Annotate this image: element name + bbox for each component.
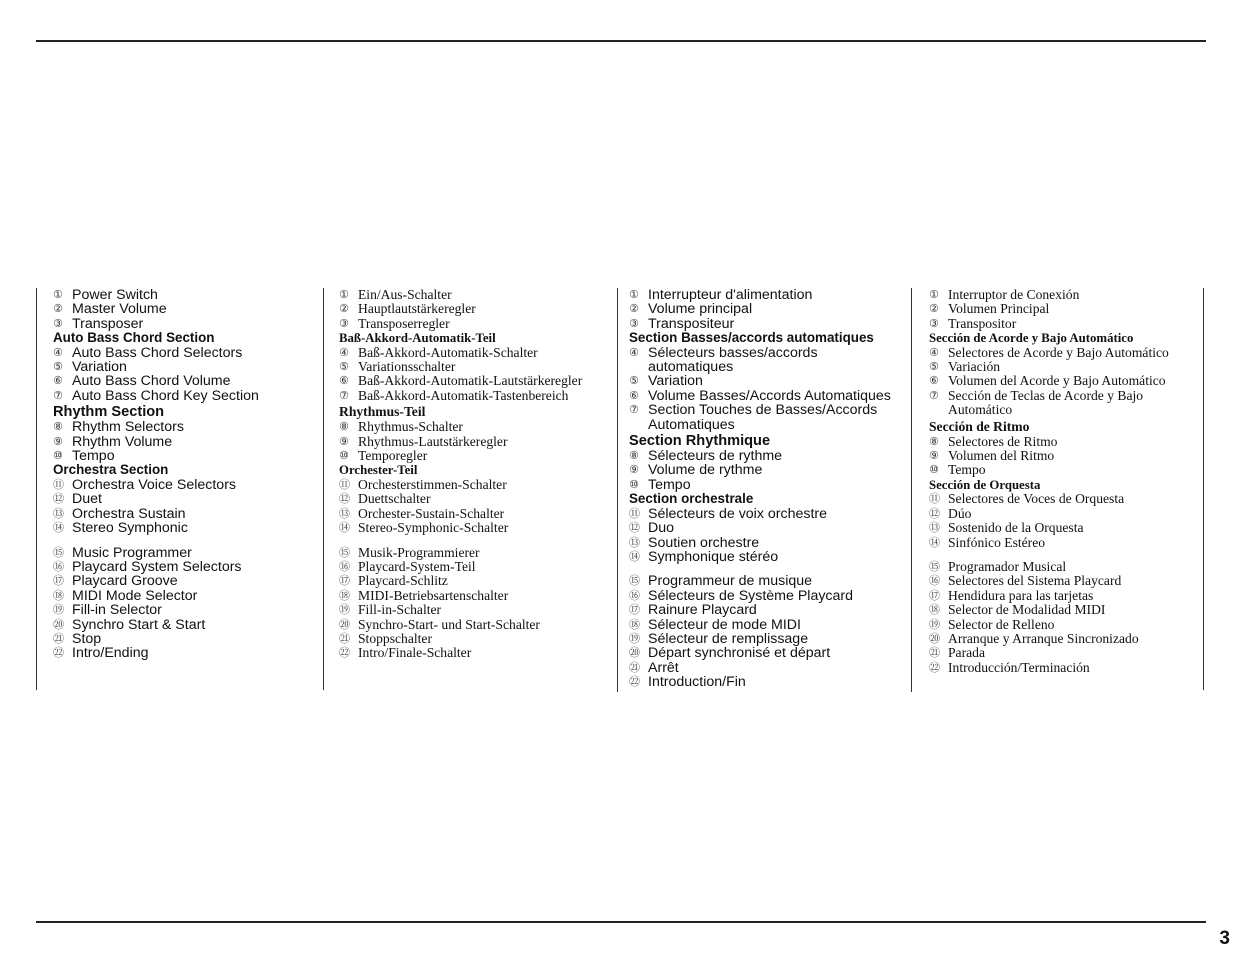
item-label: Transpositor xyxy=(948,315,1017,331)
list-item xyxy=(53,302,318,316)
list-item xyxy=(339,603,614,617)
item-label: Selector de Relleno xyxy=(948,616,1055,632)
list-item xyxy=(53,360,318,374)
item-number: ⑰ xyxy=(339,574,350,588)
item-label: Départ synchronisé et départ xyxy=(648,645,831,662)
list-item xyxy=(929,492,1201,506)
item-label: Orchester-Sustain-Schalter xyxy=(358,505,505,521)
item-number: ⑲ xyxy=(929,617,940,631)
item-number: ② xyxy=(53,302,63,316)
item-label: Tempo xyxy=(72,448,115,465)
item-number: ⑨ xyxy=(339,434,349,448)
item-label: Synchro Start & Start xyxy=(72,616,206,633)
item-number: ⑯ xyxy=(629,588,640,602)
list-item xyxy=(929,302,1201,316)
item-number: ⑯ xyxy=(53,559,64,573)
item-number: ⑪ xyxy=(629,506,640,520)
item-number: ④ xyxy=(53,345,63,359)
list-item xyxy=(53,618,318,632)
item-number: ⑧ xyxy=(929,434,939,448)
list-item xyxy=(339,589,614,603)
item-number: ⑦ xyxy=(629,403,639,417)
list-item xyxy=(929,661,1201,675)
list-item xyxy=(53,603,318,617)
list-item xyxy=(339,317,614,331)
item-number: ⑤ xyxy=(339,360,349,374)
item-label: Programador Musical xyxy=(948,558,1067,574)
list-item xyxy=(339,374,614,388)
list-item xyxy=(929,435,1201,449)
item-label: Tempo xyxy=(648,476,691,493)
item-number: ⑮ xyxy=(53,545,64,559)
item-number: ⑳ xyxy=(53,617,64,631)
list-item xyxy=(53,288,318,302)
section-heading: Orchestra Section xyxy=(53,462,169,478)
list-item xyxy=(339,646,614,660)
item-number: ⑯ xyxy=(929,574,940,588)
item-label: Intro/Finale-Schalter xyxy=(358,645,472,661)
section-heading: Sección de Orquesta xyxy=(929,477,1041,492)
item-label: Rhythmus-Lautstärkeregler xyxy=(358,433,508,449)
item-label: Sélecteur de remplissage xyxy=(648,630,809,647)
item-number: ㉑ xyxy=(929,646,940,660)
item-number: ⑥ xyxy=(929,374,939,388)
item-number: ③ xyxy=(53,316,63,330)
item-number: ⑧ xyxy=(339,420,349,434)
item-label: Music Programmer xyxy=(72,544,192,561)
top-rule xyxy=(36,40,1206,42)
item-label: Hauptlautstärkeregler xyxy=(358,301,476,317)
item-label: Selectores de Acorde y Bajo Automático xyxy=(948,344,1169,360)
item-label: Stoppschalter xyxy=(358,630,432,646)
item-number: ⑩ xyxy=(929,463,939,477)
item-number: ⑰ xyxy=(929,588,940,602)
item-label: Playcard System Selectors xyxy=(72,558,242,575)
item-number: ⑱ xyxy=(53,588,64,602)
item-label: Sélecteurs basses/accords xyxy=(648,344,818,361)
list-item xyxy=(629,288,909,302)
item-label: Duo xyxy=(648,520,675,537)
item-number: ① xyxy=(629,288,639,301)
column-divider xyxy=(617,288,618,692)
list-item xyxy=(629,574,909,588)
item-number: ㉑ xyxy=(339,631,350,645)
item-label: Sélecteurs de rythme xyxy=(648,448,783,465)
list-item xyxy=(929,618,1201,632)
item-label: Playcard-System-Teil xyxy=(358,558,476,574)
item-number: ⑦ xyxy=(53,388,63,402)
column-divider xyxy=(911,288,912,692)
list-item-continuation: Automatiques xyxy=(648,416,735,433)
item-number: ① xyxy=(53,288,63,301)
item-label: Selectores de Ritmo xyxy=(948,433,1058,449)
item-label: Arrêt xyxy=(648,659,679,676)
item-number: ③ xyxy=(339,316,349,330)
item-number: ⑧ xyxy=(53,420,63,434)
list-item xyxy=(929,560,1201,574)
item-label: Sinfónico Estéreo xyxy=(948,534,1046,550)
item-label: Transposer xyxy=(72,315,144,332)
item-label: Introducción/Terminación xyxy=(948,659,1090,675)
item-label: Baß-Akkord-Automatik-Tastenbereich xyxy=(358,387,569,403)
list-item xyxy=(629,603,909,617)
list-item xyxy=(339,420,614,434)
item-number: ⑯ xyxy=(339,559,350,573)
item-label: Introduction/Fin xyxy=(648,674,746,691)
list-item xyxy=(339,288,614,302)
list-item xyxy=(53,478,318,492)
list-item-continuation: automatiques xyxy=(648,359,734,376)
list-item xyxy=(53,389,318,403)
item-label: Power Switch xyxy=(72,287,158,303)
item-label: Section Touches de Basses/Accords xyxy=(648,402,878,419)
list-item-continuation: Automático xyxy=(948,402,1013,418)
list-item xyxy=(629,675,909,689)
item-label: Volume de rythme xyxy=(648,462,763,479)
item-label: Tempo xyxy=(948,462,986,478)
item-label: Duet xyxy=(72,491,102,508)
section-heading: Rhythmus-Teil xyxy=(339,404,426,420)
list-item xyxy=(929,374,1201,388)
spanish-column xyxy=(929,288,1201,675)
list-item xyxy=(929,521,1201,535)
item-number: ⑫ xyxy=(53,492,64,506)
item-number: ① xyxy=(929,288,939,301)
item-number: ㉒ xyxy=(929,660,940,674)
list-item xyxy=(339,492,614,506)
item-number: ⑱ xyxy=(929,603,940,617)
item-number: ⑳ xyxy=(929,631,940,645)
item-number: ⑩ xyxy=(629,477,639,491)
item-label: Baß-Akkord-Automatik-Schalter xyxy=(358,344,538,360)
item-number: ③ xyxy=(629,316,639,330)
column-divider xyxy=(36,288,37,690)
item-number: ㉒ xyxy=(339,646,350,660)
list-item xyxy=(629,389,909,403)
item-label: Musik-Programmierer xyxy=(358,544,480,560)
list-item xyxy=(339,449,614,463)
list-item xyxy=(53,546,318,560)
french-column xyxy=(629,288,909,690)
column-divider xyxy=(1203,288,1204,690)
bottom-rule xyxy=(36,921,1206,923)
item-label: Hendidura para las tarjetas xyxy=(948,587,1094,603)
item-label: Playcard-Schlitz xyxy=(358,573,448,589)
item-number: ⑥ xyxy=(339,374,349,388)
list-item xyxy=(629,449,909,463)
item-number: ⑨ xyxy=(929,449,939,463)
item-label: Dúo xyxy=(948,505,972,521)
item-number: ④ xyxy=(339,345,349,359)
item-label: MIDI-Betriebsartenschalter xyxy=(358,587,509,603)
item-label: Rhythmus-Schalter xyxy=(358,419,463,435)
item-label: Volumen del Acorde y Bajo Automático xyxy=(948,373,1166,389)
list-item xyxy=(53,574,318,588)
item-number: ⑬ xyxy=(53,506,64,520)
item-number: ② xyxy=(629,302,639,316)
list-item xyxy=(339,632,614,646)
item-label: Stereo-Symphonic-Schalter xyxy=(358,520,509,536)
item-number: ⑲ xyxy=(629,631,640,645)
list-item xyxy=(339,478,614,492)
item-label: Auto Bass Chord Key Section xyxy=(72,387,259,404)
list-item xyxy=(929,574,1201,588)
item-number: ⑭ xyxy=(339,521,350,535)
list-item xyxy=(53,317,318,331)
item-number: ③ xyxy=(929,316,939,330)
list-item xyxy=(53,646,318,660)
list-item xyxy=(629,463,909,477)
item-number: ⑰ xyxy=(629,603,640,617)
list-item xyxy=(53,346,318,360)
section-heading: Orchester-Teil xyxy=(339,463,418,478)
item-number: ⑬ xyxy=(929,521,940,535)
item-number: ⑫ xyxy=(339,492,350,506)
item-number: ⑤ xyxy=(53,360,63,374)
item-label: Selectores del Sistema Playcard xyxy=(948,573,1122,589)
list-item xyxy=(53,521,318,535)
item-number: ⑬ xyxy=(339,506,350,520)
item-label: Parada xyxy=(948,645,985,661)
item-label: Master Volume xyxy=(72,301,167,318)
list-item xyxy=(629,507,909,521)
list-item xyxy=(53,435,318,449)
section-heading: Sección de Acorde y Bajo Automático xyxy=(929,331,1134,346)
list-item xyxy=(339,521,614,535)
item-label: Ein/Aus-Schalter xyxy=(358,287,452,302)
item-label: Transpositeur xyxy=(648,315,735,332)
item-label: Stereo Symphonic xyxy=(72,520,188,537)
item-label: Variationsschalter xyxy=(358,359,456,375)
item-number: ⑮ xyxy=(339,545,350,559)
list-item xyxy=(929,589,1201,603)
list-item xyxy=(53,507,318,521)
list-item xyxy=(339,546,614,560)
item-label: Temporegler xyxy=(358,448,428,464)
item-number: ⑮ xyxy=(629,574,640,588)
section-heading: Section orchestrale xyxy=(629,491,754,507)
item-label: Stop xyxy=(72,630,102,647)
item-number: ㉑ xyxy=(629,660,640,674)
item-label: Rhythm Selectors xyxy=(72,419,184,436)
item-number: ④ xyxy=(629,345,639,359)
item-label: Variation xyxy=(648,373,703,390)
item-number: ⑨ xyxy=(53,434,63,448)
list-item xyxy=(929,603,1201,617)
item-number: ⑳ xyxy=(629,646,640,660)
list-item xyxy=(339,574,614,588)
item-label: Sélecteur de mode MIDI xyxy=(648,616,801,633)
item-number: ⑦ xyxy=(339,388,349,402)
list-item xyxy=(339,389,614,403)
list-item xyxy=(629,589,909,603)
list-item xyxy=(339,435,614,449)
item-number: ⑥ xyxy=(629,388,639,402)
list-item xyxy=(629,536,909,550)
list-item xyxy=(629,632,909,646)
item-number: ⑭ xyxy=(929,535,940,549)
item-label: Synchro-Start- und Start-Schalter xyxy=(358,616,540,632)
item-number: ⑱ xyxy=(339,588,350,602)
item-label: Rainure Playcard xyxy=(648,602,757,619)
list-item xyxy=(339,507,614,521)
item-number: ⑪ xyxy=(339,477,350,491)
list-item xyxy=(629,618,909,632)
item-number: ⑤ xyxy=(629,374,639,388)
section-heading: Sección de Ritmo xyxy=(929,418,1030,434)
item-number: ① xyxy=(339,288,349,301)
item-label: Intro/Ending xyxy=(72,645,149,662)
list-item xyxy=(629,478,909,492)
item-label: Symphonique stéréo xyxy=(648,548,779,565)
item-label: Volume principal xyxy=(648,301,753,318)
item-number: ⑤ xyxy=(929,360,939,374)
item-number: ⑭ xyxy=(53,521,64,535)
item-number: ㉑ xyxy=(53,631,64,645)
item-number: ② xyxy=(339,302,349,316)
item-label: Playcard Groove xyxy=(72,573,178,590)
item-label: Arranque y Arranque Sincronizado xyxy=(948,630,1139,646)
list-item xyxy=(629,374,909,388)
item-label: Transposerregler xyxy=(358,315,450,331)
list-item xyxy=(929,317,1201,331)
item-label: Rhythm Volume xyxy=(72,433,173,450)
item-label: MIDI Mode Selector xyxy=(72,587,198,604)
item-number: ⑧ xyxy=(629,449,639,463)
list-item xyxy=(339,560,614,574)
item-number: ⑪ xyxy=(53,477,64,491)
list-item xyxy=(929,360,1201,374)
item-number: ② xyxy=(929,302,939,316)
item-number: ⑨ xyxy=(629,463,639,477)
item-number: ⑲ xyxy=(339,603,350,617)
list-item xyxy=(929,463,1201,477)
list-item xyxy=(929,536,1201,550)
item-label: Variación xyxy=(948,359,1001,375)
section-heading: Baß-Akkord-Automatik-Teil xyxy=(339,331,496,346)
item-label: Auto Bass Chord Selectors xyxy=(72,344,243,361)
list-item xyxy=(53,420,318,434)
item-number: ④ xyxy=(929,345,939,359)
item-number: ⑫ xyxy=(929,506,940,520)
list-item xyxy=(339,618,614,632)
section-heading: Section Rhythmique xyxy=(629,433,771,450)
item-label: Programmeur de musique xyxy=(648,573,813,590)
list-item xyxy=(53,589,318,603)
item-label: Orchestra Voice Selectors xyxy=(72,476,237,493)
list-item xyxy=(629,661,909,675)
list-item xyxy=(629,317,909,331)
item-number: ⑥ xyxy=(53,374,63,388)
section-heading: Rhythm Section xyxy=(53,404,165,421)
list-item xyxy=(629,646,909,660)
item-number: ⑱ xyxy=(629,617,640,631)
list-item xyxy=(629,302,909,316)
item-label: Sélecteurs de voix orchestre xyxy=(648,505,828,522)
item-label: Baß-Akkord-Automatik-Lautstärkeregler xyxy=(358,373,583,389)
item-number: ⑫ xyxy=(629,521,640,535)
item-label: Orchestra Sustain xyxy=(72,505,186,522)
item-number: ㉒ xyxy=(629,675,640,689)
item-label: Selectores de Voces de Orquesta xyxy=(948,491,1125,507)
item-number: ⑰ xyxy=(53,574,64,588)
item-number: ㉒ xyxy=(53,646,64,660)
list-item xyxy=(629,403,909,417)
item-label: Fill-in-Schalter xyxy=(358,602,442,618)
item-label: Fill-in Selector xyxy=(72,602,162,619)
item-number: ⑲ xyxy=(53,603,64,617)
column-divider xyxy=(323,288,324,690)
list-item xyxy=(53,449,318,463)
list-item xyxy=(929,389,1201,403)
item-number: ⑭ xyxy=(629,549,640,563)
list-item xyxy=(53,632,318,646)
list-item xyxy=(53,560,318,574)
item-number: ⑦ xyxy=(929,388,939,402)
item-number: ⑪ xyxy=(929,492,940,506)
item-label: Selector de Modalidad MIDI xyxy=(948,602,1106,618)
item-label: Sostenido de la Orquesta xyxy=(948,520,1084,536)
list-item xyxy=(339,346,614,360)
item-label: Orchesterstimmen-Schalter xyxy=(358,476,507,492)
item-label: Volumen del Ritmo xyxy=(948,448,1055,464)
item-number: ⑩ xyxy=(339,449,349,463)
item-label: Sélecteurs de Système Playcard xyxy=(648,587,854,604)
list-item xyxy=(929,646,1201,660)
list-item xyxy=(929,449,1201,463)
item-number: ⑬ xyxy=(629,535,640,549)
section-heading: Auto Bass Chord Section xyxy=(53,330,215,346)
list-item xyxy=(929,632,1201,646)
german-column xyxy=(339,288,614,661)
list-item xyxy=(339,302,614,316)
item-label: Volume Basses/Accords Automatiques xyxy=(648,387,891,404)
page-number: 3 xyxy=(1219,928,1230,949)
list-item xyxy=(929,288,1201,302)
item-label: Volumen Principal xyxy=(948,301,1050,317)
item-label: Duettschalter xyxy=(358,491,431,507)
item-label: Interruptor de Conexión xyxy=(948,287,1080,302)
item-number: ⑳ xyxy=(339,617,350,631)
list-item xyxy=(629,550,909,564)
list-item xyxy=(929,346,1201,360)
item-label: Soutien orchestre xyxy=(648,534,760,551)
item-label: Sección de Teclas de Acorde y Bajo xyxy=(948,387,1144,403)
list-item xyxy=(629,521,909,535)
english-column xyxy=(53,288,318,661)
item-label: Variation xyxy=(72,359,127,376)
item-number: ⑩ xyxy=(53,449,63,463)
item-label: Interrupteur d'alimentation xyxy=(648,287,813,303)
section-heading: Section Basses/accords automatiques xyxy=(629,330,874,346)
list-item xyxy=(339,360,614,374)
item-label: Auto Bass Chord Volume xyxy=(72,373,231,390)
list-item xyxy=(629,346,909,360)
list-item xyxy=(53,374,318,388)
list-item xyxy=(929,507,1201,521)
list-item xyxy=(53,492,318,506)
item-number: ⑮ xyxy=(929,559,940,573)
